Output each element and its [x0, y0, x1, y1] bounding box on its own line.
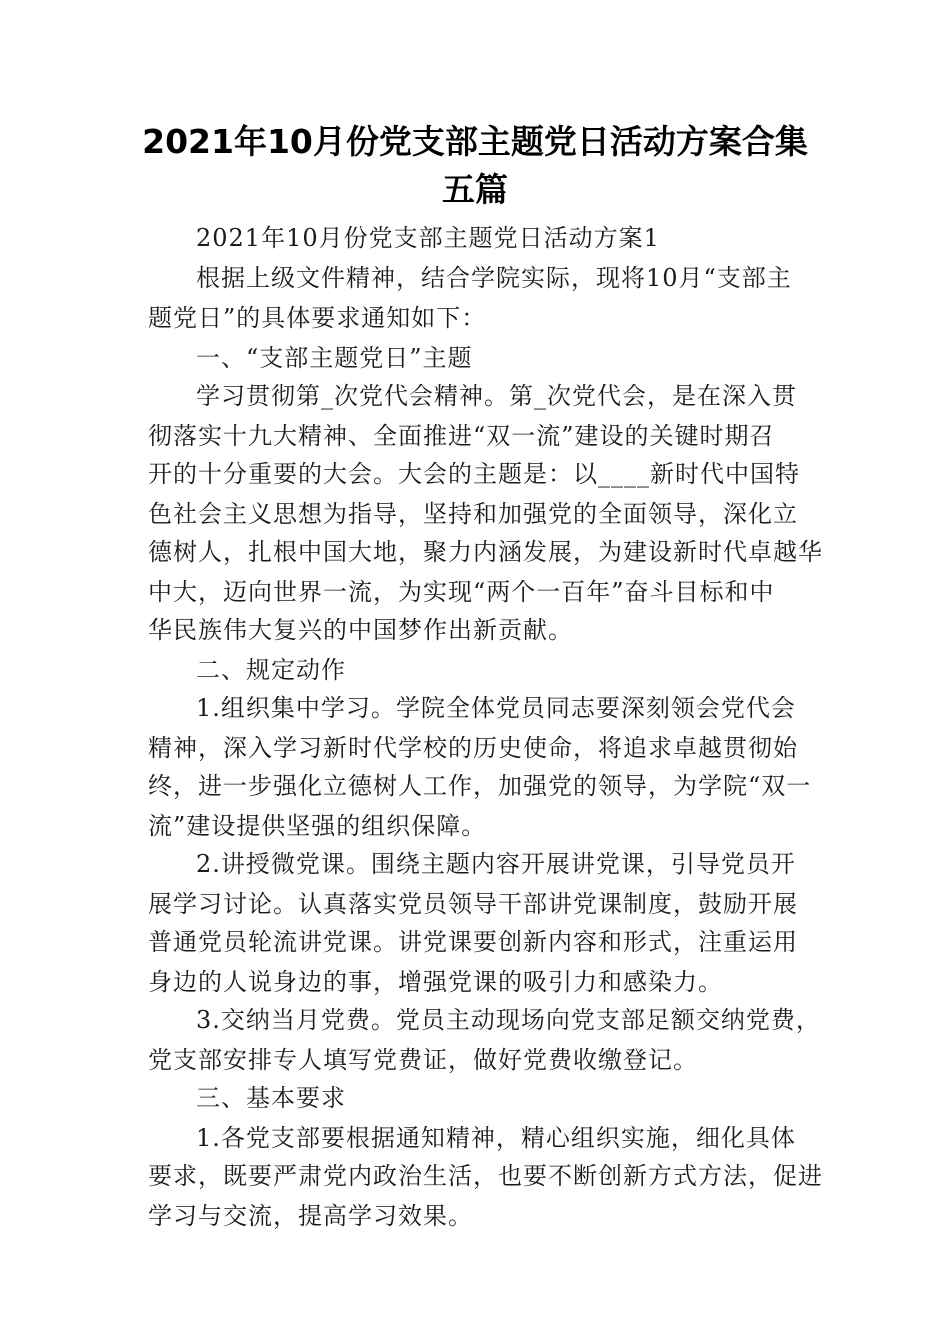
section-heading: 一、“支部主题党日”主题 — [196, 344, 473, 372]
document-title-line-1: 2021年10月份党支部主题党日活动方案合集 — [142, 122, 808, 161]
paragraph-line: 身边的人说身边的事，增强党课的吸引力和感染力。 — [148, 968, 723, 996]
paragraph-line: 题党日”的具体要求通知如下： — [148, 304, 487, 332]
paragraph-line: 终，进一步强化立德树人工作，加强党的领导，为学院“双一 — [148, 772, 812, 800]
paragraph-line: 根据上级文件精神，结合学院实际，现将10月“支部主 — [196, 264, 792, 292]
paragraph-line: 学习与交流，提高学习效果。 — [148, 1202, 473, 1230]
paragraph-line: 党支部安排专人填写党费证，做好党费收缴登记。 — [148, 1046, 698, 1074]
paragraph-line: 1.组织集中学习。学院全体党员同志要深刻领会党代会 — [196, 694, 796, 722]
paragraph-line: 1.各党支部要根据通知精神，精心组织实施，细化具体 — [196, 1124, 796, 1152]
paragraph-line: 要求，既要严肃党内政治生活，也要不断创新方式方法，促进 — [148, 1162, 823, 1190]
paragraph-line: 学习贯彻第_次党代会精神。第_次党代会，是在深入贯 — [196, 382, 797, 410]
paragraph-line: 展学习讨论。认真落实党员领导干部讲党课制度，鼓励开展 — [148, 890, 798, 918]
section-heading: 三、基本要求 — [196, 1084, 346, 1112]
document-title-line-2: 五篇 — [442, 170, 508, 209]
paragraph-line: 华民族伟大复兴的中国梦作出新贡献。 — [148, 616, 573, 644]
paragraph-line: 普通党员轮流讲党课。讲党课要创新内容和形式，注重运用 — [148, 928, 798, 956]
paragraph-line: 3.交纳当月党费。党员主动现场向党支部足额交纳党费， — [196, 1006, 821, 1034]
paragraph-line: 2.讲授微党课。围绕主题内容开展讲党课，引导党员开 — [196, 850, 796, 878]
section-heading: 二、规定动作 — [196, 656, 346, 684]
paragraph-line: 精神，深入学习新时代学校的历史使命，将追求卓越贯彻始 — [148, 734, 798, 762]
paragraph-line: 彻落实十九大精神、全面推进“双一流”建设的关键时期召 — [148, 422, 775, 450]
section-heading: 2021年10月份党支部主题党日活动方案1 — [196, 224, 660, 252]
paragraph-line: 中大，迈向世界一流，为实现“两个一百年”奋斗目标和中 — [148, 578, 775, 606]
paragraph-line: 开的十分重要的大会。大会的主题是：以____新时代中国特 — [148, 460, 800, 488]
paragraph-line: 德树人，扎根中国大地，聚力内涵发展，为建设新时代卓越华 — [148, 538, 823, 566]
paragraph-line: 色社会主义思想为指导，坚持和加强党的全面领导，深化立 — [148, 500, 798, 528]
paragraph-line: 流”建设提供坚强的组织保障。 — [148, 812, 487, 840]
